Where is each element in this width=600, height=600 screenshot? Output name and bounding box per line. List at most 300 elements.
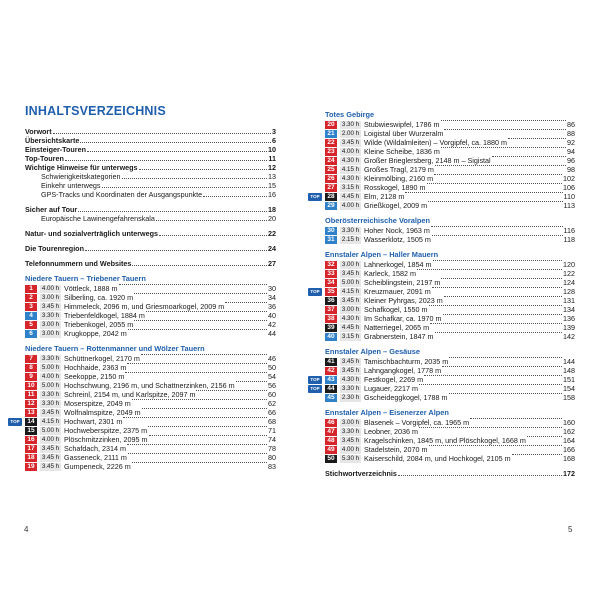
right-toc	[310, 104, 575, 478]
tour-entry[interactable]	[310, 287, 575, 296]
tour-name: Lahngangkogel, 1778 m	[364, 366, 442, 375]
tour-entry[interactable]	[25, 363, 276, 372]
tour-entry[interactable]	[325, 357, 575, 366]
tour-entry[interactable]	[325, 445, 575, 454]
leader-dots	[196, 390, 267, 391]
tour-name: Wasserklotz, 1505 m	[364, 235, 431, 244]
tour-name: Seekoppe, 2150 m	[64, 372, 125, 381]
tour-name: Wilde (Wildalmleiten) – Vorgipfel, ca. 1880 m	[364, 138, 508, 147]
tour-page: 94	[567, 147, 575, 156]
tour-entry[interactable]	[25, 320, 276, 329]
region-heading: Niedere Tauern – Rottenmanner und Wölzer Tauern	[25, 344, 205, 353]
toc-entry[interactable]	[25, 145, 276, 154]
tour-duration: 3.45 h	[341, 366, 360, 374]
toc-entry[interactable]	[25, 181, 276, 190]
entry-page: 11	[268, 154, 276, 163]
tour-number: 22	[325, 139, 337, 147]
tour-name: Tamischbachturm, 2035 m	[364, 357, 449, 366]
entry-title: Wichtige Hinweise für unterwegs	[25, 163, 138, 172]
leader-dots	[441, 147, 566, 148]
tour-page: 68	[268, 417, 276, 426]
tour-duration: 3.30 h	[341, 226, 360, 234]
tour-duration: 5.00 h	[41, 381, 60, 389]
leader-dots	[128, 329, 267, 330]
top-tour-badge: TOP	[8, 418, 22, 426]
tour-entry[interactable]	[325, 129, 575, 138]
toc-entry[interactable]	[25, 163, 276, 172]
entry-page: 24	[268, 244, 276, 253]
tour-name: Schafdach, 2314 m	[64, 444, 126, 453]
entry-title: Übersichtskarte	[25, 136, 80, 145]
tour-page: 42	[268, 320, 276, 329]
tour-entry[interactable]	[325, 269, 575, 278]
tour-name: Vöttleck, 1888 m	[64, 284, 118, 293]
entry-page: 20	[268, 214, 276, 223]
tour-duration: 4.00 h	[341, 201, 360, 209]
leader-dots	[444, 129, 566, 130]
tour-page: 131	[563, 296, 575, 305]
tour-duration: 4.30 h	[341, 314, 360, 322]
toc-entry[interactable]	[25, 127, 276, 136]
tour-page: 166	[563, 445, 575, 454]
tour-entry[interactable]	[25, 426, 276, 435]
tour-entry[interactable]	[310, 192, 575, 201]
tour-duration: 3.45 h	[41, 408, 60, 416]
tour-entry[interactable]	[325, 147, 575, 156]
leader-dots	[527, 436, 562, 437]
leader-dots	[132, 462, 267, 463]
tour-entry[interactable]	[325, 226, 575, 235]
region-heading: Totes Gebirge	[325, 110, 375, 119]
leader-dots	[85, 250, 267, 251]
tour-page: 78	[268, 444, 276, 453]
leader-dots	[429, 305, 562, 306]
entry-page: 27	[268, 259, 276, 268]
leader-dots	[119, 284, 267, 285]
tour-duration: 5.00 h	[341, 278, 360, 286]
tour-entry[interactable]	[325, 332, 575, 341]
tour-entry[interactable]	[325, 427, 575, 436]
leader-dots	[132, 265, 267, 266]
tour-name: Großes Tragl, 2179 m	[364, 165, 434, 174]
leader-dots	[441, 278, 562, 279]
tour-page: 106	[563, 183, 575, 192]
tour-duration: 3.30 h	[341, 120, 360, 128]
tour-duration: 3.15 h	[341, 332, 360, 340]
leader-dots	[149, 435, 268, 436]
tour-page: 158	[563, 393, 575, 402]
leader-dots	[427, 183, 562, 184]
tour-duration: 4.45 h	[341, 323, 360, 331]
leader-dots	[428, 201, 562, 202]
tour-entry[interactable]	[25, 311, 276, 320]
tour-name: Hochweberspitze, 2375 m	[64, 426, 148, 435]
tour-entry[interactable]	[325, 314, 575, 323]
tour-number: 1	[25, 285, 37, 293]
tour-duration: 4.30 h	[341, 174, 360, 182]
tour-page: 92	[567, 138, 575, 147]
leader-dots	[65, 160, 268, 161]
tour-entry[interactable]	[325, 418, 575, 427]
entry-page: 13	[268, 172, 276, 181]
leader-dots	[102, 187, 267, 188]
leader-dots	[146, 311, 267, 312]
tour-page: 144	[563, 357, 575, 366]
leader-dots	[125, 372, 267, 373]
general-entries	[25, 127, 276, 268]
entry-title: Einkehr unterwegs	[41, 181, 101, 190]
tour-entry[interactable]	[325, 120, 575, 129]
tour-number: 8	[25, 364, 37, 372]
tour-name: Hoher Nock, 1963 m	[364, 226, 430, 235]
tour-page: 54	[268, 372, 276, 381]
tour-number: 4	[25, 312, 37, 320]
tour-name: Lahnerkogel, 1854 m	[364, 260, 432, 269]
entry-page: 16	[268, 190, 276, 199]
leader-dots	[127, 444, 267, 445]
tour-duration: 2.30 h	[341, 393, 360, 401]
tour-page: 136	[563, 314, 575, 323]
tour-page: 116	[563, 226, 575, 235]
tour-entry[interactable]	[310, 375, 575, 384]
tour-duration: 5.30 h	[341, 454, 360, 462]
leader-dots	[449, 357, 562, 358]
entry-page: 18	[268, 205, 276, 214]
tour-entry[interactable]	[325, 454, 575, 463]
tour-entry[interactable]	[25, 390, 276, 399]
entry-page: 3	[272, 127, 276, 136]
leader-dots	[433, 260, 562, 261]
tour-name: Himmeleck, 2096 m, und Griesmoarkogel, 2009 m	[64, 302, 225, 311]
tour-entry[interactable]	[325, 260, 575, 269]
tour-duration: 3.45 h	[341, 296, 360, 304]
tour-page: 56	[268, 381, 276, 390]
tour-page: 88	[567, 129, 575, 138]
leader-dots	[443, 314, 562, 315]
tour-name: Kleiner Pyhrgas, 2023 m	[364, 296, 443, 305]
tour-duration: 4.00 h	[41, 435, 60, 443]
tour-number: 42	[325, 367, 337, 375]
leader-dots	[80, 142, 271, 143]
toc-entry[interactable]	[25, 205, 276, 214]
tour-entry[interactable]	[25, 329, 276, 338]
tour-number: 39	[325, 324, 337, 332]
tour-entry[interactable]	[310, 384, 575, 393]
tour-page: 50	[268, 363, 276, 372]
tour-name: Stubwieswipfel, 1786 m	[364, 120, 440, 129]
tour-duration: 4.30 h	[341, 375, 360, 383]
tour-name: Karleck, 1582 m	[364, 269, 416, 278]
tour-name: Kragelschinken, 1845 m, und Plöschkogel, 1668 m	[364, 436, 526, 445]
tour-name: Kaiserschild, 2084 m, und Hochkogel, 2105 m	[364, 454, 511, 463]
tour-name: Leobner, 2036 m	[364, 427, 418, 436]
tour-entry[interactable]	[25, 354, 276, 363]
toc-entry[interactable]	[25, 172, 276, 181]
leader-dots	[431, 226, 563, 227]
tour-name: Grabnerstein, 1847 m	[364, 332, 434, 341]
tour-entry[interactable]	[25, 302, 276, 311]
tour-page: 80	[268, 453, 276, 462]
tour-entry[interactable]	[325, 305, 575, 314]
tour-page: 46	[268, 354, 276, 363]
tour-number: 47	[325, 428, 337, 436]
leader-dots	[141, 354, 267, 355]
tour-duration: 5.00 h	[41, 426, 60, 434]
tour-page: 160	[563, 418, 575, 427]
tour-page: 71	[268, 426, 276, 435]
tour-page: 98	[567, 165, 575, 174]
tour-entry[interactable]	[25, 462, 276, 471]
tour-number: 38	[325, 315, 337, 323]
region-heading: Ennstaler Alpen – Haller Mauern	[325, 250, 439, 259]
tour-duration: 4.00 h	[41, 372, 60, 380]
leader-dots	[449, 393, 562, 394]
tour-number: 46	[325, 419, 337, 427]
tour-name: Krugkoppe, 2042 m	[64, 329, 127, 338]
tour-duration: 5.00 h	[41, 363, 60, 371]
tour-number: 11	[25, 391, 37, 399]
leader-dots	[142, 408, 267, 409]
tour-entry[interactable]	[25, 381, 276, 390]
tour-entry[interactable]	[325, 436, 575, 445]
entry-title: Sicher auf Tour	[25, 205, 78, 214]
toc-entry[interactable]	[25, 229, 276, 238]
tour-number: 26	[325, 175, 337, 183]
keyword-index-entry[interactable]	[325, 469, 575, 478]
tour-duration: 3.00 h	[41, 320, 60, 328]
tour-page: 162	[563, 427, 575, 436]
tour-number: 43	[325, 376, 337, 384]
tour-name: Hochwart, 2301 m	[64, 417, 123, 426]
tour-number: 40	[325, 333, 337, 341]
top-tour-badge: TOP	[308, 376, 322, 384]
tour-name: Silberling, ca. 1920 m	[64, 293, 134, 302]
tour-page: 86	[567, 120, 575, 129]
tour-duration: 4.45 h	[341, 192, 360, 200]
tour-number: 33	[325, 270, 337, 278]
entry-page: 12	[268, 163, 276, 172]
toc-entry[interactable]	[25, 154, 276, 163]
tour-page: 142	[563, 332, 575, 341]
toc-entry[interactable]	[25, 244, 276, 253]
leader-dots	[432, 287, 562, 288]
entry-page: 22	[268, 229, 276, 238]
tour-number: 3	[25, 303, 37, 311]
leader-dots	[139, 169, 267, 170]
leader-dots	[203, 196, 267, 197]
leader-dots	[432, 235, 563, 236]
tour-number: 15	[25, 427, 37, 435]
tour-duration: 3.45 h	[341, 269, 360, 277]
leader-dots	[492, 156, 566, 157]
leader-dots	[430, 323, 562, 324]
tour-entry[interactable]	[25, 444, 276, 453]
tour-entry[interactable]	[325, 366, 575, 375]
top-tour-badge: TOP	[308, 193, 322, 201]
page-number-right: 5	[568, 525, 573, 534]
tour-page: 164	[563, 436, 575, 445]
entry-title: Die Tourenregion	[25, 244, 84, 253]
tour-entry[interactable]	[25, 399, 276, 408]
toc-entry[interactable]	[25, 214, 276, 223]
tour-page: 120	[563, 260, 575, 269]
tour-name: Lugauer, 2217 m	[364, 384, 418, 393]
tour-number: 12	[25, 400, 37, 408]
tour-name: Hochhaide, 2363 m	[64, 363, 127, 372]
tour-duration: 4.00 h	[341, 445, 360, 453]
tour-number: 19	[25, 463, 37, 471]
left-tour-sections	[10, 274, 276, 471]
tour-page: 134	[563, 305, 575, 314]
leader-dots	[156, 220, 267, 221]
tour-entry[interactable]	[325, 323, 575, 332]
tour-duration: 4.15 h	[341, 287, 360, 295]
tour-number: 21	[325, 130, 337, 138]
tour-page: 83	[268, 462, 276, 471]
region-heading: Ennstaler Alpen – Eisenerzer Alpen	[325, 408, 449, 417]
tour-name: Kleinmölbing, 2160 m	[364, 174, 434, 183]
right-tour-sections	[310, 110, 575, 463]
tour-duration: 3.45 h	[41, 462, 60, 470]
tour-entry[interactable]	[325, 278, 575, 287]
tour-page: 122	[563, 269, 575, 278]
tour-name: Triebenfeldkogel, 1884 m	[64, 311, 145, 320]
toc-entry[interactable]	[25, 259, 276, 268]
tour-number: 41	[325, 358, 337, 366]
leader-dots	[419, 384, 562, 385]
leader-dots	[442, 366, 562, 367]
tour-name: Loigistal über Wurzeralm	[364, 129, 444, 138]
tour-number: 5	[25, 321, 37, 329]
tour-number: 35	[325, 288, 337, 296]
tour-page: 62	[268, 399, 276, 408]
tour-number: 27	[325, 184, 337, 192]
tour-page: 124	[563, 278, 575, 287]
tour-page: 110	[563, 192, 575, 201]
tour-entry[interactable]	[325, 393, 575, 402]
toc-entry[interactable]	[25, 136, 276, 145]
tour-duration: 4.30 h	[341, 156, 360, 164]
tour-name: Im Schafkar, ca. 1970 m	[364, 314, 442, 323]
tour-number: 31	[325, 236, 337, 244]
tour-entry[interactable]	[25, 453, 276, 462]
top-tour-badge: TOP	[308, 288, 322, 296]
tour-page: 118	[563, 235, 575, 244]
tour-entry[interactable]	[325, 183, 575, 192]
tour-entry[interactable]	[325, 138, 575, 147]
tour-entry[interactable]	[325, 296, 575, 305]
tour-duration: 4.15 h	[341, 165, 360, 173]
leader-dots	[435, 332, 562, 333]
leader-dots	[417, 269, 562, 270]
tour-entry[interactable]	[325, 156, 575, 165]
tour-entry[interactable]	[10, 417, 276, 426]
entry-title: Telefonnummern und Websites	[25, 259, 132, 268]
tour-name: Plöschmitzzinken, 2095 m	[64, 435, 148, 444]
tour-page: 139	[563, 323, 575, 332]
tour-duration: 2.00 h	[341, 129, 360, 137]
tour-number: 23	[325, 148, 337, 156]
entry-title: Natur- und sozialverträglich unterwegs	[25, 229, 158, 238]
tour-duration: 3.45 h	[41, 444, 60, 452]
tour-number: 13	[25, 409, 37, 417]
leader-dots	[87, 151, 267, 152]
tour-entry[interactable]	[25, 435, 276, 444]
leader-dots	[134, 320, 267, 321]
tour-entry[interactable]	[25, 408, 276, 417]
tour-number: 6	[25, 330, 37, 338]
tour-page: 66	[268, 408, 276, 417]
tour-entry[interactable]	[325, 201, 575, 210]
tour-entry[interactable]	[25, 284, 276, 293]
tour-name: Kleine Scheibe, 1836 m	[364, 147, 440, 156]
tour-entry[interactable]	[25, 372, 276, 381]
entry-title: Europäische Lawinengefahrenskala	[41, 214, 155, 223]
tour-name: Großer Brieglersberg, 2148 m – Sigistal	[364, 156, 491, 165]
tour-number: 7	[25, 355, 37, 363]
tour-duration: 3.30 h	[341, 427, 360, 435]
tour-name: Hochschwung, 2196 m, und Schattnerzinken, 2156 m	[64, 381, 235, 390]
leader-dots	[78, 211, 267, 212]
region-heading: Oberösterreichische Voralpen	[325, 216, 431, 225]
tour-page: 151	[563, 375, 575, 384]
entry-page: 15	[268, 181, 276, 190]
tour-page: 154	[563, 384, 575, 393]
tour-name: Schreinl, 2154 m, und Karlspitze, 2097 m	[64, 390, 196, 399]
tour-number: 20	[325, 121, 337, 129]
entry-title: Schwierigkeitskategorien	[41, 172, 121, 181]
tour-entry[interactable]	[325, 174, 575, 183]
tour-entry[interactable]	[25, 293, 276, 302]
leader-dots	[434, 174, 562, 175]
leader-dots	[398, 475, 562, 476]
tour-number: 34	[325, 279, 337, 287]
entry-title: Stichwortverzeichnis	[325, 469, 397, 478]
leader-dots	[122, 178, 267, 179]
tour-entry[interactable]	[325, 235, 575, 244]
leader-dots	[470, 418, 562, 419]
tour-duration: 2.15 h	[341, 235, 360, 243]
tour-page: 44	[268, 329, 276, 338]
tour-name: Gscheideggkogel, 1788 m	[364, 393, 448, 402]
tour-page: 102	[563, 174, 575, 183]
leader-dots	[132, 399, 267, 400]
tour-duration: 4.15 h	[41, 417, 60, 425]
leader-dots	[134, 293, 267, 294]
leader-dots	[236, 381, 267, 382]
tour-duration: 3.30 h	[41, 399, 60, 407]
tour-duration: 3.00 h	[341, 418, 360, 426]
tour-number: 48	[325, 437, 337, 445]
toc-entry[interactable]	[25, 190, 276, 199]
tour-entry[interactable]	[325, 165, 575, 174]
tour-page: 168	[563, 454, 575, 463]
entry-title: Top-Touren	[25, 154, 64, 163]
tour-name: Festkogel, 2269 m	[364, 375, 424, 384]
entry-page: 172	[563, 469, 575, 478]
top-tour-badge: TOP	[308, 385, 322, 393]
tour-duration: 3.15 h	[341, 183, 360, 191]
tour-number: 25	[325, 166, 337, 174]
tour-duration: 3.45 h	[341, 357, 360, 365]
tour-duration: 3.45 h	[341, 138, 360, 146]
tour-duration: 4.00 h	[341, 147, 360, 155]
leader-dots	[225, 302, 267, 303]
right-page	[300, 0, 600, 600]
entry-page: 10	[268, 145, 276, 154]
tour-name: Moserspitze, 2049 m	[64, 399, 131, 408]
leader-dots	[429, 445, 562, 446]
